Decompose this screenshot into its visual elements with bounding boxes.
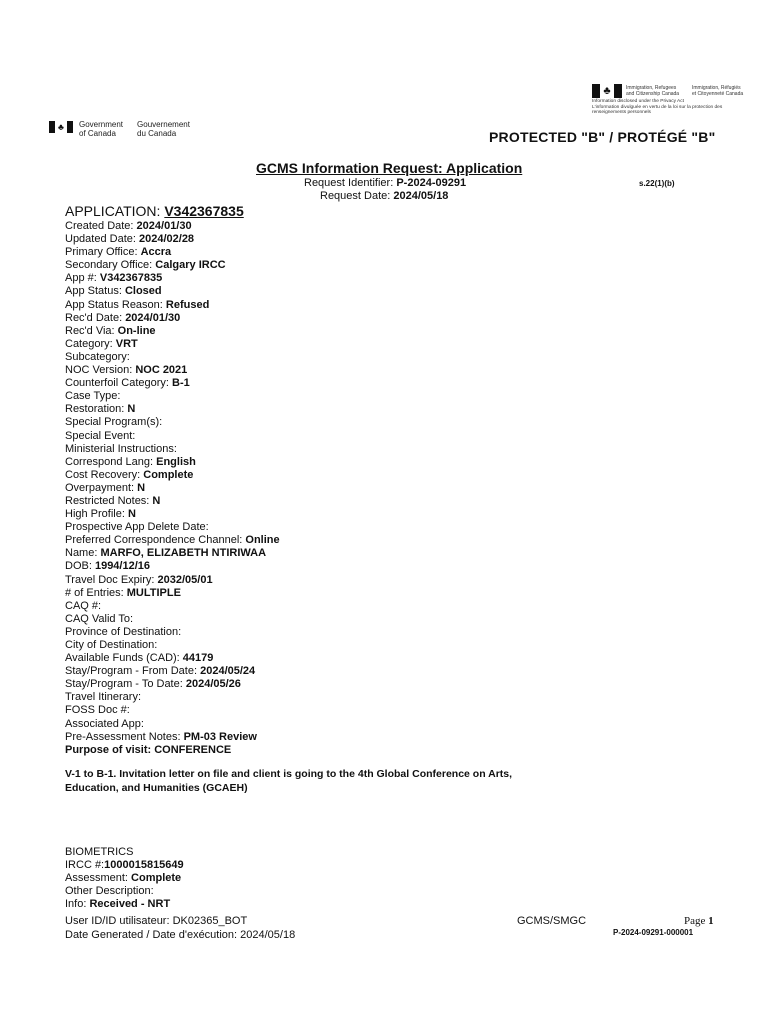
biometrics-heading: BIOMETRICS [65, 846, 134, 858]
request-date-value: 2024/05/18 [393, 190, 449, 202]
field-row [65, 547, 280, 560]
field-row [65, 299, 280, 312]
maple-leaf-icon: ♣ [603, 85, 611, 97]
field-row-value: Refused [165, 298, 210, 311]
ircc-header-block [592, 85, 768, 116]
field-row-value: N [137, 481, 146, 494]
application-heading-label: APPLICATION: [65, 203, 165, 219]
field-row-value: MULTIPLE [126, 586, 181, 599]
maple-leaf-icon: ♣ [58, 122, 64, 132]
ircc-fr-line1: Immigration, Réfugiés [692, 85, 741, 91]
gov-fr-line1: Gouvernement [137, 120, 190, 129]
footer-user-id: User ID/ID utilisateur: DK02365_BOT [65, 915, 248, 927]
field-row [65, 338, 280, 351]
field-row-value: V342367835 [99, 272, 163, 285]
field-row-label: DOB: [65, 560, 95, 573]
field-row [65, 403, 280, 416]
gov-en-line1: Government [79, 120, 124, 129]
application-heading-value: V342367835 [164, 203, 244, 219]
biometrics-row-value: Complete [131, 872, 182, 885]
field-row-label: # of Entries: [65, 586, 127, 599]
document-number: P-2024-09291-000001 [613, 928, 694, 937]
privacy-notice-fr-line1: L'information divulguée en vertu de la loi sur la protection des [592, 104, 723, 110]
field-row [65, 416, 280, 429]
privacy-notice-fr-line2: renseignements personnels [592, 110, 651, 116]
field-row [65, 534, 280, 547]
field-row-label: FOSS Doc #: [65, 704, 130, 717]
field-row-value: N [152, 494, 161, 507]
field-row-label: Secondary Office: [65, 259, 156, 272]
field-row [65, 639, 280, 652]
field-row-label: Stay/Program - To Date: [65, 678, 186, 691]
field-row-value: Closed [124, 285, 162, 298]
canada-flag-icon [49, 121, 73, 133]
ircc-en-line1: Immigration, Refugees [626, 85, 677, 91]
ircc-flag-icon [592, 85, 622, 97]
field-row [65, 377, 280, 390]
field-row-label: Subcategory: [65, 350, 130, 363]
field-row-label: Case Type: [65, 390, 121, 403]
field-row [65, 469, 280, 482]
field-row-label: Restricted Notes: [65, 494, 153, 507]
field-row-value: B-1 [172, 377, 190, 390]
request-date-label: Request Date: [320, 190, 394, 202]
field-row-label: App #: [65, 272, 100, 285]
field-row [65, 351, 280, 364]
field-row [65, 259, 280, 272]
field-row-label: Special Program(s): [65, 416, 163, 429]
footer-date-generated: Date Generated / Date d'exécution: 2024/05/18 [65, 929, 296, 941]
field-row [65, 744, 280, 757]
field-row-label: Restoration: [65, 403, 128, 416]
biometrics-row [65, 898, 184, 911]
ircc-fr-line2: et Citoyenneté Canada [692, 91, 744, 97]
page-number [684, 915, 714, 927]
gov-fr-text [137, 121, 190, 138]
narrative-line1: V-1 to B-1. Invitation letter on file and client is going to the 4th Global Conference on Arts, [65, 768, 513, 780]
field-row-label: Special Event: [65, 429, 136, 442]
ircc-fr-text [692, 85, 754, 97]
field-row-value: Online [245, 534, 280, 547]
field-row [65, 560, 280, 573]
field-row [65, 600, 280, 613]
footer-system: GCMS/SMGC [517, 915, 587, 927]
field-row-label: Rec'd Date: [65, 311, 126, 324]
field-row [65, 691, 280, 704]
field-row-value: NOC 2021 [135, 364, 188, 377]
field-row-value: MARFO, ELIZABETH NTIRIWAA [100, 547, 267, 560]
request-identifier-label: Request Identifier: [304, 177, 397, 189]
biometrics-fields [65, 859, 184, 911]
field-row-label: High Profile: [65, 508, 128, 521]
field-row-value: Purpose of visit: CONFERENCE [65, 743, 232, 756]
field-row [65, 246, 280, 259]
protected-classification: PROTECTED "B" / PROTÉGÉ "B" [489, 129, 716, 145]
field-row [65, 233, 280, 246]
biometrics-row-label: Other Description: [65, 885, 154, 898]
field-row-value: Complete [143, 468, 194, 481]
field-row [65, 613, 280, 626]
request-date [320, 190, 448, 202]
field-row-label: City of Destination: [65, 639, 158, 651]
field-row [65, 521, 280, 534]
page-number-label: Page [684, 915, 709, 927]
biometrics-row-label: Assessment: [65, 872, 132, 885]
government-of-canada-wordmark [49, 121, 198, 138]
field-row-value: N [127, 508, 136, 521]
field-row-label: Name: [65, 547, 101, 560]
field-row-value: 1994/12/16 [94, 560, 151, 573]
field-row [65, 364, 280, 377]
biometrics-row-label: Info: [65, 898, 90, 911]
field-row-label: Pre-Assessment Notes: [65, 730, 184, 743]
assessment-narrative [65, 767, 625, 795]
field-row-label: CAQ Valid To: [65, 612, 134, 625]
field-row [65, 626, 280, 639]
field-row-value: 2032/05/01 [157, 573, 213, 586]
biometrics-row [65, 859, 184, 872]
ircc-en-text [626, 85, 688, 97]
field-row-label: NOC Version: [65, 364, 136, 377]
application-fields [65, 220, 280, 757]
field-row [65, 652, 280, 665]
field-row-label: Rec'd Via: [65, 324, 118, 337]
field-row-label: Prospective App Delete Date: [65, 521, 209, 534]
biometrics-row-value: 1000015815649 [104, 859, 184, 871]
gov-en-text [79, 121, 123, 138]
field-row-label: Created Date: [65, 220, 137, 232]
field-row [65, 508, 280, 521]
field-row [65, 312, 280, 325]
field-row [65, 731, 280, 744]
field-row-label: App Status: [65, 285, 125, 298]
field-row [65, 220, 280, 233]
field-row [65, 704, 280, 717]
field-row-value: VRT [115, 337, 138, 350]
field-row [65, 390, 280, 403]
narrative-line2: Education, and Humanities (GCAEH) [65, 782, 248, 794]
field-row-label: Correspond Lang: [65, 455, 157, 468]
field-row-label: Overpayment: [65, 481, 138, 494]
field-row [65, 665, 280, 678]
gov-fr-line2: du Canada [137, 128, 177, 138]
document-title: GCMS Information Request: Application [256, 160, 523, 176]
field-row-value: 44179 [182, 652, 214, 665]
request-identifier [304, 177, 466, 189]
field-row [65, 718, 280, 731]
field-row-label: Preferred Correspondence Channel: [65, 534, 246, 547]
field-row-label: Category: [65, 337, 116, 350]
field-row-value: On-line [117, 324, 156, 337]
field-row-label: Stay/Program - From Date: [65, 665, 201, 678]
field-row-label: Available Funds (CAD): [65, 652, 183, 665]
field-row-label: Primary Office: [65, 246, 141, 259]
field-row-value: Calgary IRCC [155, 259, 226, 272]
field-row-label: Associated App: [65, 717, 144, 730]
ircc-en-line2: and Citizenship Canada [626, 91, 680, 97]
field-row [65, 587, 280, 600]
biometrics-row-value: Received - NRT [89, 898, 171, 911]
field-row-value: PM-03 Review [183, 730, 257, 743]
field-row [65, 678, 280, 691]
exemption-code: s.22(1)(b) [639, 179, 675, 188]
field-row [65, 272, 280, 285]
field-row-label: Ministerial Instructions: [65, 442, 177, 455]
field-row-label: CAQ #: [65, 599, 102, 612]
biometrics-row-label: IRCC #: [65, 859, 105, 871]
field-row-label: Updated Date: [65, 233, 139, 246]
biometrics-row [65, 885, 184, 898]
field-row-value: English [156, 455, 196, 468]
privacy-notice [592, 99, 768, 116]
field-row-label: Counterfoil Category: [65, 377, 172, 390]
biometrics-row [65, 872, 184, 885]
field-row-value: 2024/02/28 [139, 233, 195, 246]
field-row [65, 430, 280, 443]
field-row-label: Cost Recovery: [65, 468, 144, 481]
gov-en-line2: of Canada [79, 128, 116, 138]
field-row [65, 325, 280, 338]
page-number-value: 1 [708, 915, 714, 927]
field-row [65, 285, 280, 298]
field-row-label: Travel Itinerary: [65, 691, 142, 704]
field-row-label: App Status Reason: [65, 298, 166, 311]
field-row-value: 2024/05/24 [200, 665, 256, 678]
field-row-label: Province of Destination: [65, 625, 182, 638]
application-heading [65, 203, 244, 219]
field-row [65, 495, 280, 508]
field-row [65, 482, 280, 495]
field-row-value: 2024/05/26 [185, 678, 241, 691]
request-identifier-value: P-2024-09291 [396, 177, 467, 189]
field-row [65, 574, 280, 587]
field-row-label: Travel Doc Expiry: [65, 573, 158, 586]
field-row [65, 456, 280, 469]
field-row-value: 2024/01/30 [125, 311, 181, 324]
privacy-notice-en: Information disclosed under the Privacy Act [592, 99, 684, 104]
field-row-value: Accra [140, 246, 172, 259]
field-row [65, 443, 280, 456]
field-row-value: 2024/01/30 [136, 220, 192, 232]
field-row-value: N [127, 403, 136, 416]
